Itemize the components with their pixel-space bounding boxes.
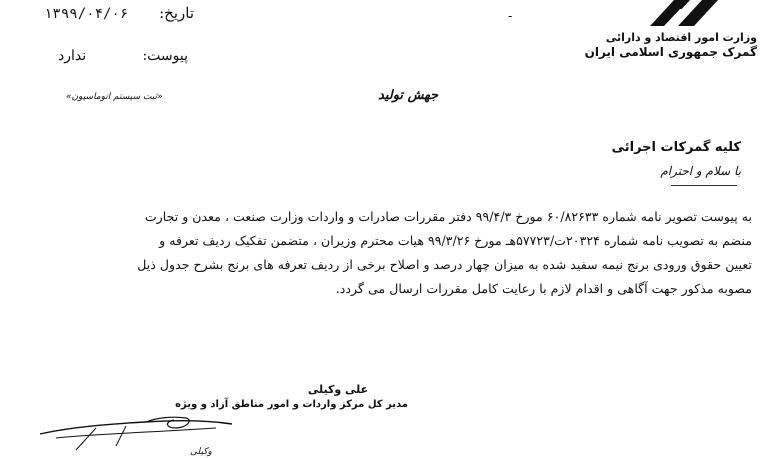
ministry-name: وزارت امور اقتصاد و دارائی xyxy=(605,31,757,44)
letter-subject: جهش تولید xyxy=(378,88,439,103)
body-line: تعیین حقوق ورودی برنج نیمه سفید شده به میزان چهار درصد و اصلاح برخی از ردیف تعرفه های برنج بشرح جدول ذیل xyxy=(137,257,752,272)
signer-name: علی وکیلی xyxy=(307,383,369,396)
letter-body xyxy=(38,205,752,301)
customs-emblem-icon xyxy=(640,0,720,26)
body-line: منضم به تصویب نامه شماره ۲۰۳۲۴ت/۵۷۷۲۳هـ مورخ ۹۹/۳/۲۶ هیات محترم وزیران ، متضمن تفکیک ردیف تعرفه و xyxy=(159,233,752,248)
attachment-value: ندارد xyxy=(58,48,87,64)
body-line: مصوبه مذکور جهت آگاهی و اقدام لازم با رعایت کامل مقررات ارسال می گردد. xyxy=(335,281,752,296)
signer-block xyxy=(175,382,408,412)
recipient: کلیه گمرکات اجرائی xyxy=(611,140,741,155)
body-line: به پیوست تصویر نامه شماره ۶۰/۸۲۶۳۳ مورخ ۹۹/۴/۳ دفتر مقررات صادرات و واردات وزارت صنعت ، معدن و تجارت xyxy=(144,209,752,224)
date-label: تاریخ: xyxy=(159,4,194,22)
letterhead xyxy=(585,30,757,60)
automation-stamp-note: «ثبت سیستم اتوماسیون» xyxy=(66,92,163,102)
greeting-underline xyxy=(671,185,737,186)
customs-name: گمرک جمهوری اسلامی ایران xyxy=(584,45,757,59)
greeting: با سلام و احترام xyxy=(660,164,741,178)
signer-title: مدیر کل مرکز واردات و امور مناطق آزاد و ویژه xyxy=(175,399,408,410)
attachment-label: پیوست: xyxy=(142,48,188,64)
date-value: ۱۳۹۹/۰۴/۰۶ xyxy=(44,6,129,22)
number-dash: - xyxy=(508,9,513,23)
signature-initial: وکیلی xyxy=(190,447,212,457)
